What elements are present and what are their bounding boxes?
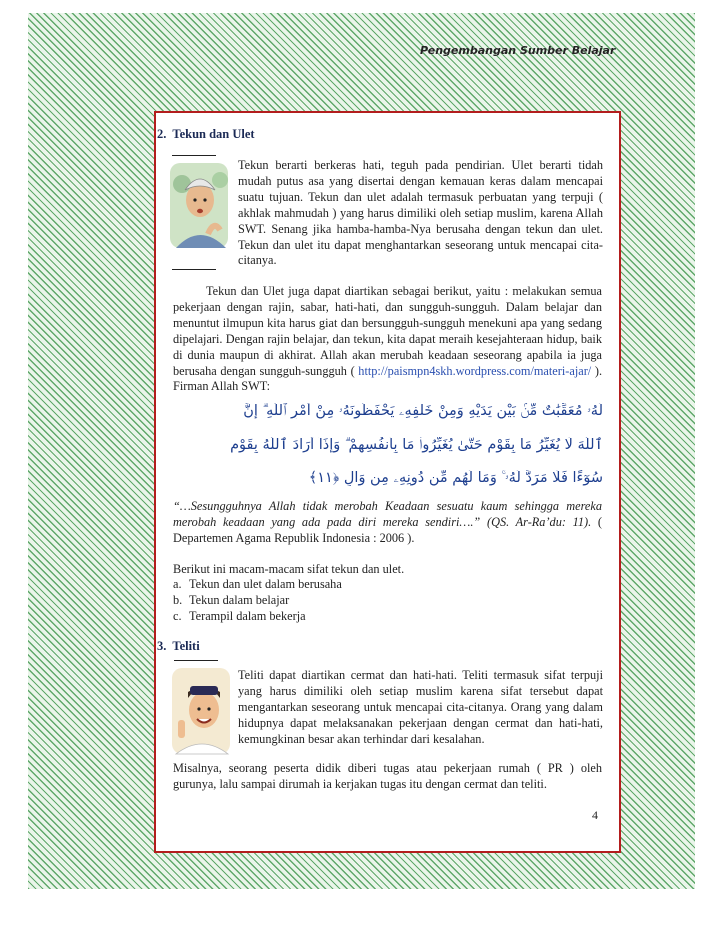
section-2-heading: Tekun dan Ulet [172,127,255,141]
list-text: Terampil dalam bekerja [189,608,306,623]
section-2-title [157,127,255,142]
quran-verse-line-1: لَهُۥ مُعَقِّبَٰتٌ مِّنۢ بَيْنِ يَدَيْهِ وَمِنْ خَلْفِهِۦ يَحْفَظُونَهُۥ مِنْ أَمْرِ ٱللَّهِ ۗ إِنَّ [243,403,603,419]
translation-source: ( Departemen Agama Republik Indonesia : 2006 ). [173,514,602,545]
section-2-definition: Tekun berarti berkeras hati, teguh pada pendirian. Ulet berarti tidah mudah putus asa yang disertai dengan kemauan keras dalam mencapai suatu tujuan. Tekun dan ulet adalah termasuk perbuatan yang terpuji ( akhlak mahmudah ) yang harus dimiliki oleh setiap muslim, karena Allah SWT. Senang jika hamba-hamba-Nya berusaha dengan tekun dan ulet. Tekun dan ulet itu dapat menghantarkan seseorang untuk mencapai cita-citanya. [238,158,603,268]
link-close: ). Firman Allah SWT: [173,363,603,394]
quran-verse-line-2: ٱللَّهَ لَا يُغَيِّرُ مَا بِقَوْمٍ حَتَّىٰ يُغَيِّرُوا۟ مَا بِأَنفُسِهِمْ ۗ وَإِذَآ أَرَادَ ٱللَّهُ بِقَوْمٍ [230,437,603,453]
running-header: Pengembangan Sumber Belajar [420,44,616,57]
list-marker: a. [173,577,182,591]
list-text: Tekun dalam belajar [189,592,290,607]
list-item [173,593,602,609]
translation-text: “…Sesungguhnya Allah tidak merobah Keadaan sesuatu kaum sehingga mereka merobah keadaan yang ada pada diri mereka sendiri….” (QS. Ar-Ra’du: 11). [173,499,602,529]
page-number: 4 [592,808,598,822]
quran-verse-line-3: سُوٓءًا فَلَا مَرَدَّ لَهُۥ ۚ وَمَا لَهُم مِّن دُونِهِۦ مِن وَالٍ ﴿١١﴾ [308,470,603,486]
link-open: ( [350,363,359,378]
paragraph-body: Tekun dan Ulet juga dapat diartikan sebagai berikut, yaitu : melakukan semua pekerjaan dengan rajin, sabar, hati-hati, dan sungguh-sungguh. Dalam belajar dan menuntut ilmupun kita harus giat dan bersungguh-sungguh menekuni apa yang sedang dipelajari. Dengan rajin belajar, dan tekun, kita dapat meraih kesejahteraan hidup, baik di dunia maupun di akhirat. Allah akan merubah keadaan seseorang apabila ia juga berusaha dengan sungguh-sungguh [173,284,602,378]
section-2-number: 2. [157,127,167,141]
list-text: Tekun dan ulet dalam berusaha [189,577,342,591]
section-3-number: 3. [157,639,167,653]
source-link[interactable]: http://paismpn4skh.wordpress.com/materi-ajar/ [358,363,592,378]
kinds-list [173,577,602,625]
list-marker: c. [173,608,182,623]
section-2-paragraph [173,284,602,395]
boy-idea-illustration [172,660,234,760]
list-marker: b. [173,592,183,607]
list-item [173,609,602,625]
section-3-definition: Teliti dapat diartikan cermat dan hati-hati. Teliti termasuk sifat terpuji yang harus dimiliki oleh setiap muslim karena sifat tersebut dapat mengantarkan seseorang untuk mencapai cita-citanya. Orang yang dalam hidupnya dapat melaksanakan pekerjaan dengan cermat dan hati-hati, kemungkinan besar akan terhindar dari kesalahan. [238,668,603,746]
verse-translation [173,499,602,547]
section-3-heading: Teliti [172,639,200,653]
section-3-example: Misalnya, seorang peserta didik diberi tugas atau pekerjaan rumah ( PR ) oleh gurunya, lalu sampai dirumah ia kerjakan tugas itu dengan cermat dan teliti. [173,761,602,791]
boy-thinking-illustration [170,155,232,255]
section-3-title [157,639,200,654]
list-item [173,577,602,593]
kinds-intro: Berikut ini macam-macam sifat tekun dan ulet. [173,562,405,576]
